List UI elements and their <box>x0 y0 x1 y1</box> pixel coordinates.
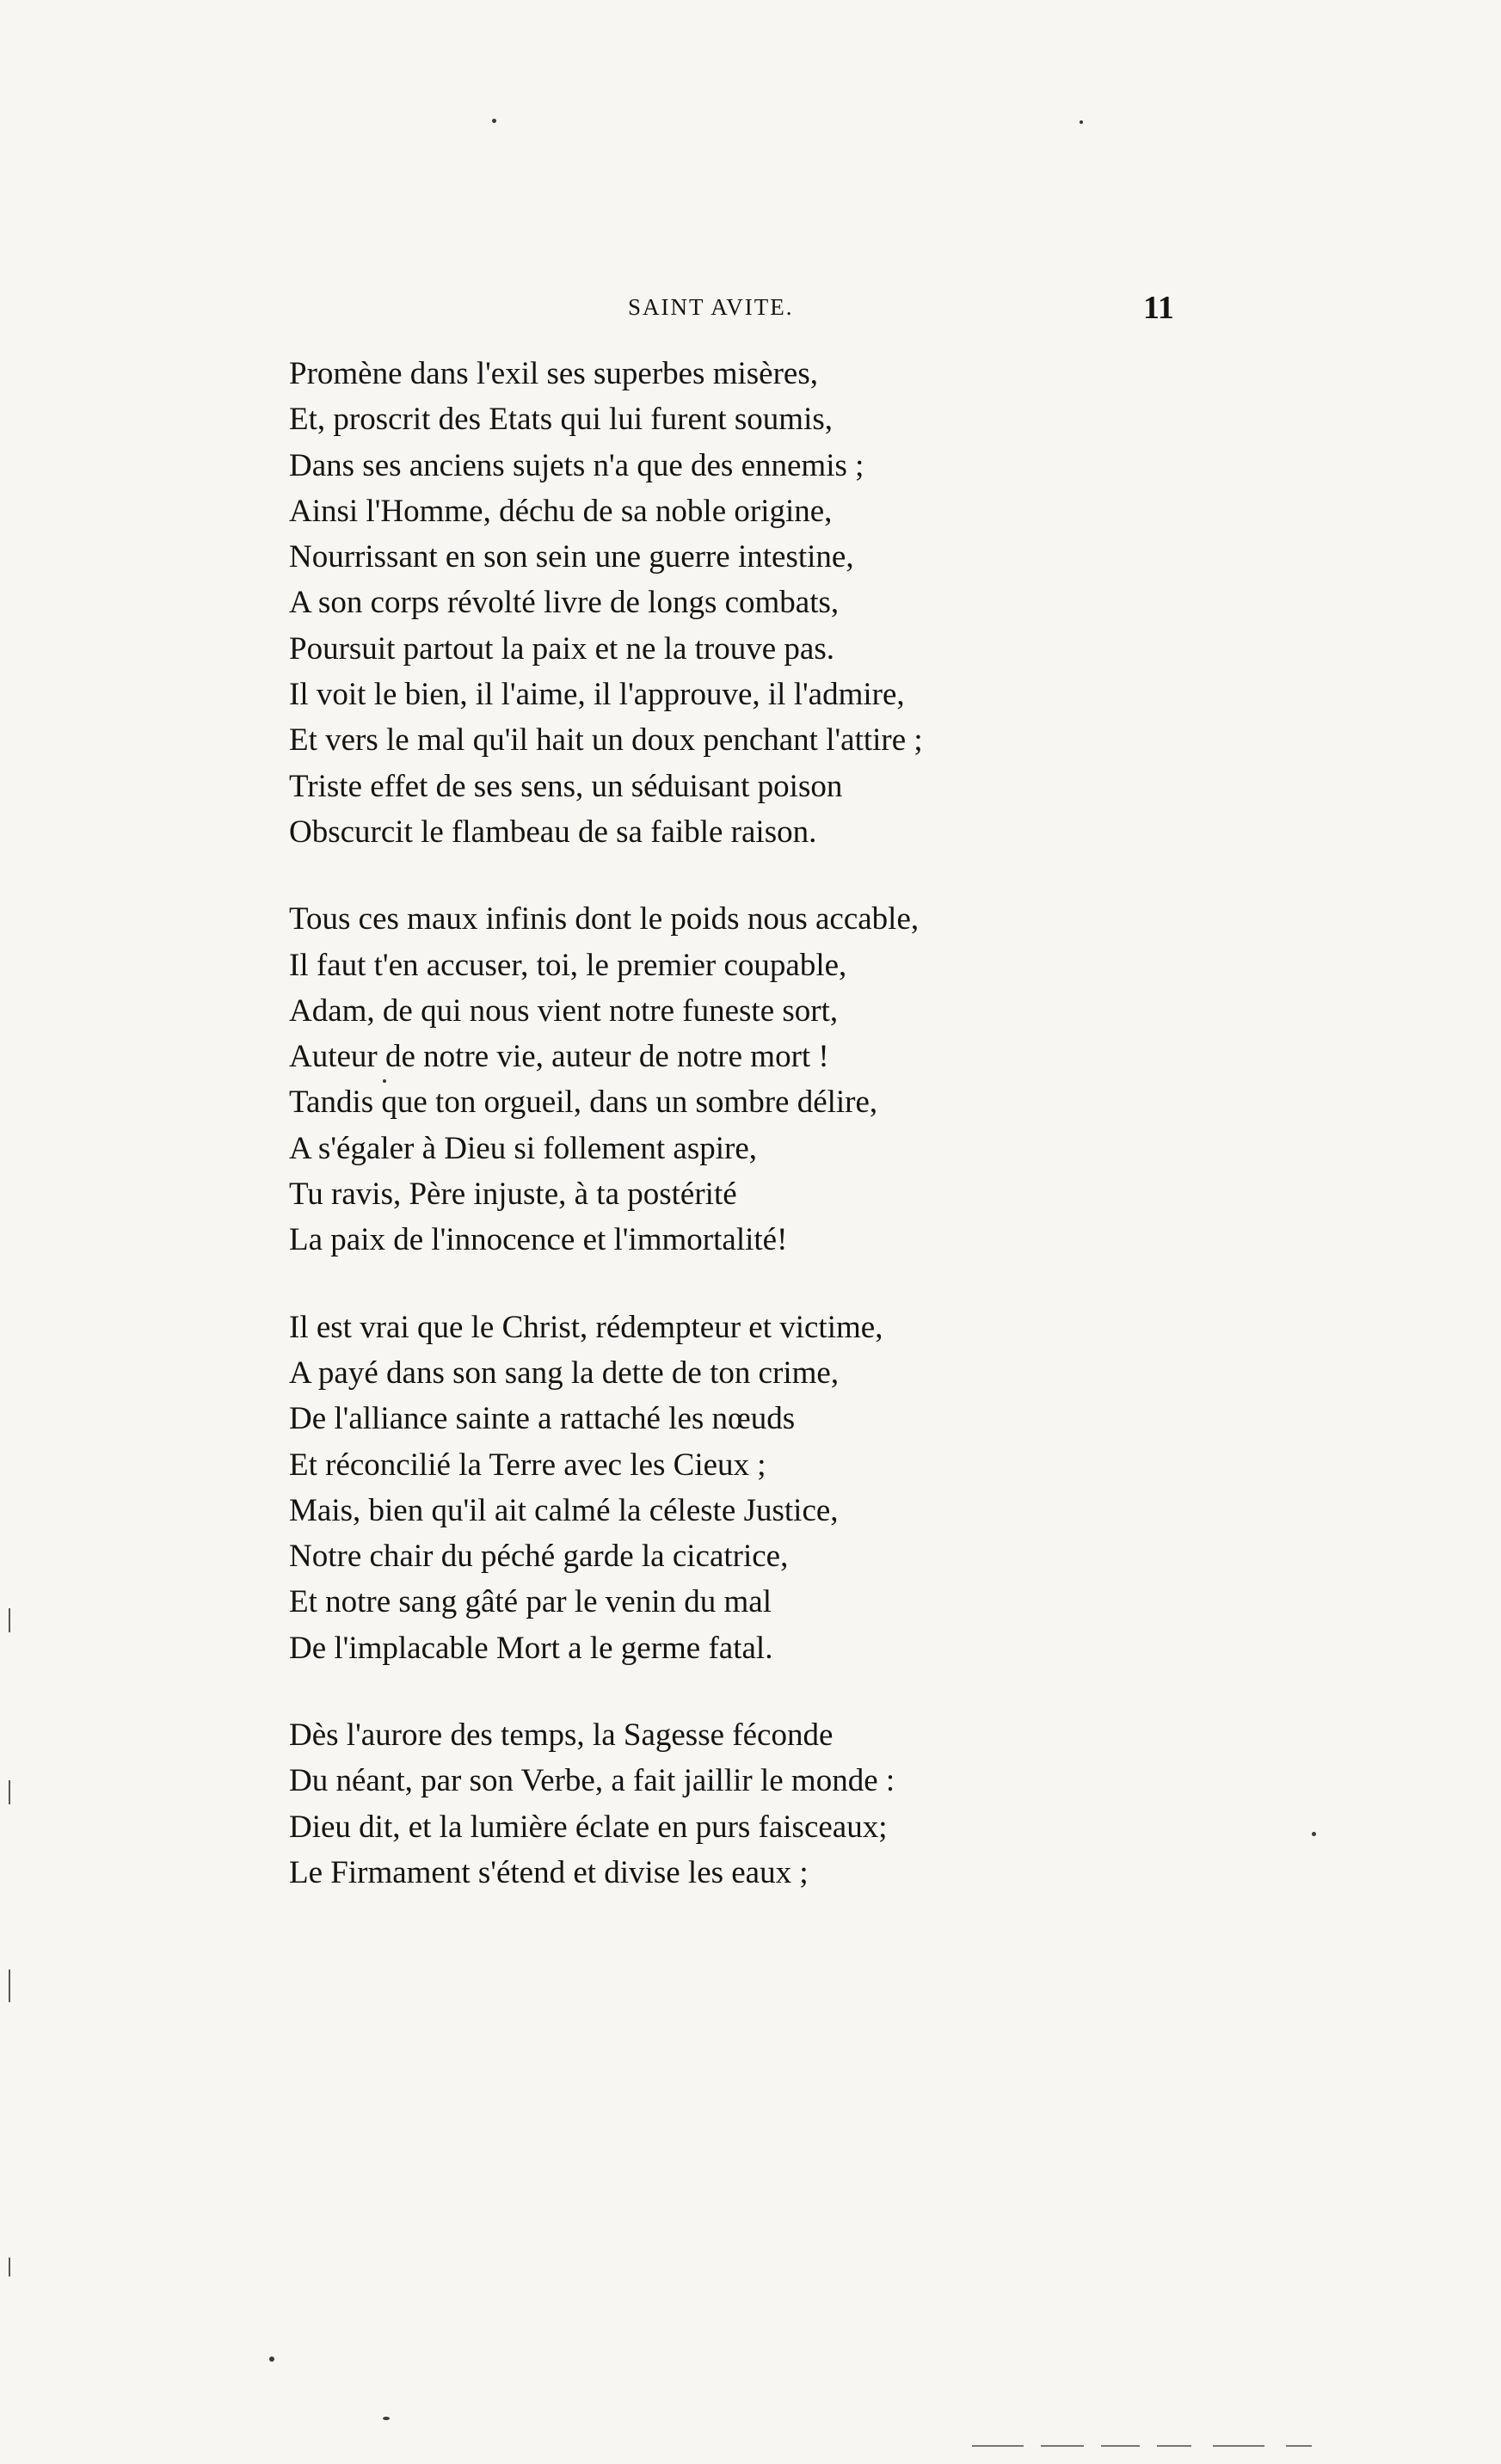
verse-line: Et vers le mal qu'il hait un doux penchant l'attire ; <box>289 722 923 759</box>
running-head: SAINT AVITE. <box>628 294 794 320</box>
verse-line: Obscurcit le flambeau de sa faible raison. <box>289 814 817 850</box>
verse-line: Promène dans l'exil ses superbes misères, <box>289 356 818 391</box>
scan-edge-mark <box>1213 2445 1264 2447</box>
verse-line: Et, proscrit des Etats qui lui furent soumis, <box>289 402 833 438</box>
verse-line: A payé dans son sang la dette de ton crime, <box>289 1355 840 1391</box>
scan-mark <box>9 1608 10 1632</box>
verse-line: Mais, bien qu'il ait calmé la céleste Justice, <box>289 1492 839 1528</box>
scan-edge-mark <box>972 2445 1024 2447</box>
stanza <box>289 896 1356 1263</box>
verse-line: Dans ses anciens sujets n'a que des ennemis ; <box>289 447 864 483</box>
verse-line: Notre chair du péché garde la cicatrice, <box>289 1539 789 1575</box>
verse-line: La paix de l'innocence et l'immortalité! <box>289 1222 788 1258</box>
stanza <box>289 351 1356 855</box>
verse-line: Nourrissant en son sein une guerre intestine, <box>289 539 854 575</box>
verse-line: Il voit le bien, il l'aime, il l'approuve, il l'admire, <box>289 677 905 713</box>
scan-edge-mark <box>1041 2445 1084 2447</box>
scan-mark <box>9 2258 10 2277</box>
scan-speck <box>383 2417 390 2420</box>
verse-line: Dès l'aurore des temps, la Sagesse féconde <box>289 1717 834 1754</box>
verse-line: A son corps révolté livre de longs combats, <box>289 585 840 621</box>
scan-speck <box>269 2356 274 2362</box>
verse-line: Tandis que ton orgueil, dans un sombre délire, <box>289 1085 878 1121</box>
verse-line: Tu ravis, Père injuste, à ta postérité <box>289 1177 737 1213</box>
page-number: 11 <box>1143 290 1174 326</box>
verse-line: Triste effet de ses sens, un séduisant poison <box>289 768 843 804</box>
poem-text <box>289 351 1356 1937</box>
scan-mark <box>9 1969 10 2002</box>
scan-mark <box>9 1780 10 1804</box>
scan-speck <box>1312 1832 1316 1836</box>
scan-edge-mark <box>1157 2445 1191 2447</box>
verse-line: De l'alliance sainte a rattaché les nœuds <box>289 1401 796 1437</box>
verse-line: A s'égaler à Dieu si follement aspire, <box>289 1130 758 1166</box>
verse-line: Dieu dit, et la lumière éclate en purs faisceaux; <box>289 1809 888 1845</box>
verse-line: Poursuit partout la paix et ne la trouve pas. <box>289 630 834 667</box>
scan-edge-mark <box>1286 2445 1312 2447</box>
verse-line: Il est vrai que le Christ, rédempteur et victime, <box>289 1309 883 1345</box>
verse-line: Le Firmament s'étend et divise les eaux ; <box>289 1854 809 1890</box>
scan-edge-mark <box>1101 2445 1140 2447</box>
verse-line: Et notre sang gâté par le venin du mal <box>289 1584 772 1620</box>
verse-line: Il faut t'en accuser, toi, le premier coupable, <box>289 947 847 983</box>
scan-speck <box>383 1079 386 1083</box>
verse-line: Du néant, par son Verbe, a fait jaillir le monde : <box>289 1763 895 1799</box>
stanza <box>289 1712 1356 1896</box>
scan-speck <box>492 119 496 123</box>
verse-line: De l'implacable Mort a le germe fatal. <box>289 1630 773 1666</box>
verse-line: Tous ces maux infinis dont le poids nous accable, <box>289 901 920 937</box>
verse-line: Auteur de notre vie, auteur de notre mort ! <box>289 1039 829 1075</box>
verse-line: Et réconcilié la Terre avec les Cieux ; <box>289 1447 766 1483</box>
verse-line: Ainsi l'Homme, déchu de sa noble origine, <box>289 493 833 529</box>
scan-speck <box>1080 120 1083 124</box>
verse-line: Adam, de qui nous vient notre funeste sort, <box>289 992 839 1029</box>
stanza <box>289 1305 1356 1671</box>
